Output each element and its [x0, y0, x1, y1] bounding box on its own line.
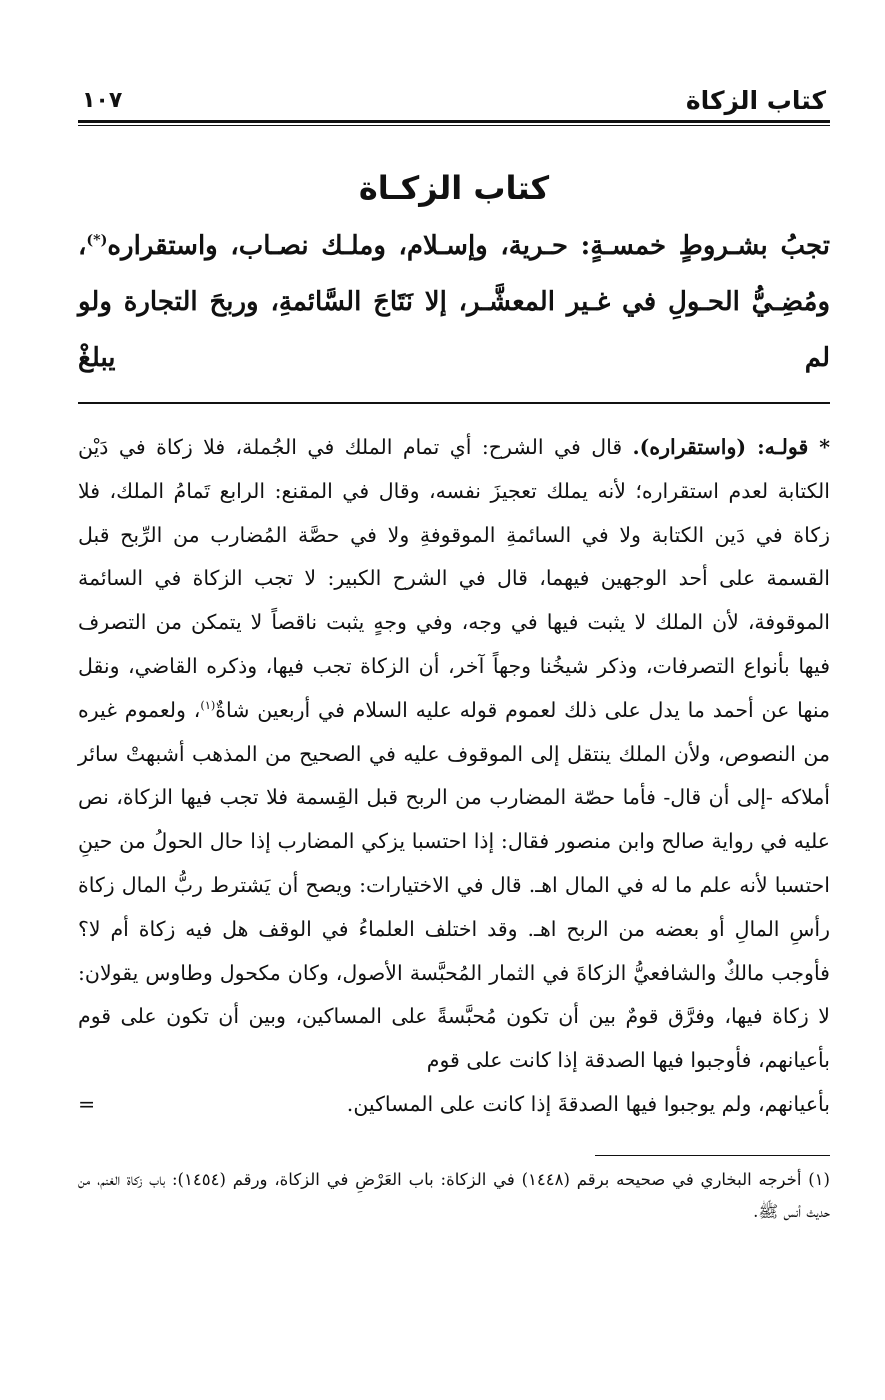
commentary-marker: (*): [86, 232, 108, 249]
chapter-title: كتاب الزكـاة: [358, 169, 550, 207]
commentary-text-2: ، ولعموم غيره من النصوص، ولأن الملك ينتقل إلى الموقوف عليه في الصحيح من المذهب أشبهتْ سائر أملاكه -إلى أن قال- فأما حصّة المضارب من الربح قبل القِسمة فلا تجب فيها الزكاة، نص عليه في رواية صالح وابن منصور فقال: إذا احتسبا يزكي المضارب إذا حال الحولُ من حينِ احتسبا لأنه علم ما له في المال اهـ. قال في الاختيارات: ويصح أن يَشترط ربُّ المال زكاة رأسِ المالِ أو بعضه من الربح اهـ. وقد اختلف العلماءُ في الوقف هل فيه زكاة أم لا؟ فأوجب مالكٌ والشافعيُّ الزكاةَ في الثمار المُحبَّسة الأصول، وكان مكحول وطاوس يقولان: لا زكاة فيها، وفرَّق قومٌ بين أن تكون مُحبَّسةً على المساكين، وبين أن تكون على قوم بأعيانهم، فأوجبوا فيها الصدقة إذا كانت على قوم: [78, 697, 830, 1073]
main-text-line-1-end: ،: [78, 231, 87, 261]
commentary-last-line: [78, 1083, 830, 1127]
main-text-line-1-body: تجبُ بشـروطٍ خمسـةٍ: حـرية، وإسـلام، وملـك نصـاب، واستقراره: [107, 231, 830, 261]
commentary-body: [78, 426, 830, 1083]
running-header: [78, 82, 830, 116]
header-rule-thick: [78, 120, 830, 123]
continuation-mark: =: [78, 1091, 96, 1116]
running-title: كتاب الزكاة: [685, 86, 826, 115]
header-rule-thin: [78, 125, 830, 126]
main-text-line-1: [78, 218, 830, 274]
footnote-reference: (١): [200, 698, 216, 712]
document-page: [78, 82, 830, 1372]
main-text: [78, 218, 830, 386]
main-text-line-2: ومُضِـيُّ الحـولِ في غـير المعشَّـر، إلا نَتَاجَ السَّائمةِ، وربحَ التجارة ولو لم يبلغْ: [78, 287, 830, 373]
footnote: (١) أخرجه البخاري في صحيحه برقم (١٤٤٨) في الزكاة: باب العَرْضِ في الزكاة، ورقم (١٤٥٤): باب زكاة الغنم، من حديث أنس ﷺ.: [78, 1169, 830, 1221]
section-divider: [78, 402, 830, 404]
commentary-lead: * قولـه: (واستقراره).: [632, 435, 830, 459]
commentary-text-1: قال في الشرح: أي تمام الملك في الجُملة، فلا زكاة في دَيْن الكتابة لعدم استقراره؛ لأنه يملك تعجيزَ نفسه، وقال في المقنع: الرابع تَمامُ الملك، فلا زكاة في دَين الكتابة ولا في السائمةِ الموقوفةِ ولا في حصَّة المُضارب من الرِّبح قبل القسمة على أحد الوجهين فيهما، قال في الشرح الكبير: لا تجب الزكاة في السائمة الموقوفة، لأن الملك لا يثبت فيها في وجه، وفي وجهٍ يثبت ناقصاً لا يتمكن من التصرف فيها بأنواع التصرفات، وذكر شيخُنا وجهاً آخر، أن الزكاة تجب فيها، وذكره القاضي، ونقل منها عن أحمد ما يدل على ذلك لعموم قوله عليه السلام في أربعين شاةٌ: [78, 435, 830, 722]
page-number: ١٠٧: [82, 88, 123, 113]
commentary-last-line-text: بأعيانهم، ولم يوجبوا فيها الصدقةَ إذا كانت على المساكين.: [346, 1091, 830, 1116]
footnote-divider: [595, 1155, 830, 1156]
commentary: [78, 426, 830, 1127]
